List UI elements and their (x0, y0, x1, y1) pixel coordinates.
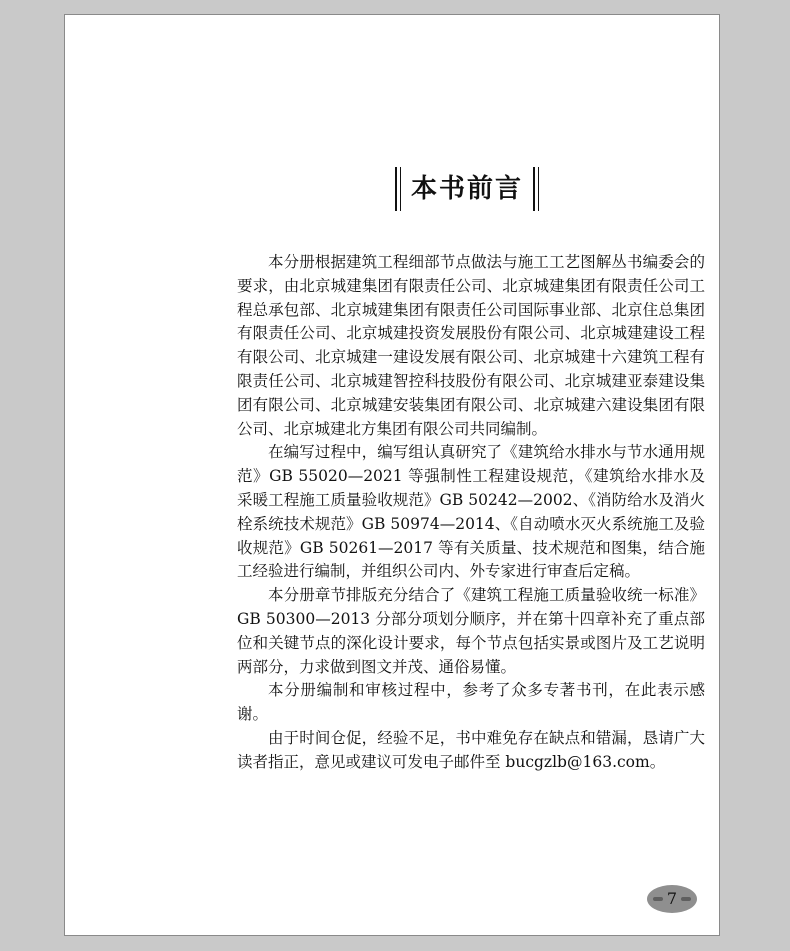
paragraph: 本分册编制和审核过程中，参考了众多专著书刊，在此表示感谢。 (237, 681, 705, 724)
preface-body (237, 251, 705, 775)
page-number: 7 (647, 885, 697, 913)
paragraph: 本分册根据建筑工程细部节点做法与施工工艺图解丛书编委会的要求，由北京城建集团有限责任公司、北京城建集团有限责任公司工程总承包部、北京城建集团有限责任公司国际事业部、北京住总集团有限责任公司、北京城建投资发展股份有限公司、北京城建建设工程有限公司、北京城建一建设发展有限公司、北京城建十六建筑工程有限责任公司、北京城建智控科技股份有限公司、北京城建亚泰建设集团有限公司、北京城建安装集团有限公司、北京城建六建设集团有限公司、北京城建北方集团有限公司共同编制。 (237, 253, 705, 438)
paragraph: 在编写过程中，编写组认真研究了《建筑给水排水与节水通用规范》GB 55020—2021 等强制性工程建设规范，《建筑给水排水及采暖工程施工质量验收规范》GB 50242—2002、《消防给水及消火栓系统技术规范》GB 50974—2014、《自动喷水灭火系统施工及验收规范》GB 50261—2017 等有关质量、技术规范和图集，结合施工经验进行编制，并组织公司内、外专家进行审查后定稿。 (237, 443, 705, 581)
title-block (395, 167, 539, 211)
paragraph: 由于时间仓促，经验不足，书中难免存在缺点和错漏，恳请广大读者指正，意见或建议可发电子邮件至 bucgzlb@163.com。 (237, 728, 705, 771)
book-page (64, 14, 720, 936)
page-title: 本书前言 (411, 174, 524, 204)
paragraph: 本分册章节排版充分结合了《建筑工程施工质量验收统一标准》GB 50300—2013 分部分项划分顺序，并在第十四章补充了重点部位和关键节点的深化设计要求，每个节点包括实景或图片及工艺说明两部分，力求做到图文并茂、通俗易懂。 (237, 586, 705, 676)
title-right-bar (533, 167, 539, 211)
